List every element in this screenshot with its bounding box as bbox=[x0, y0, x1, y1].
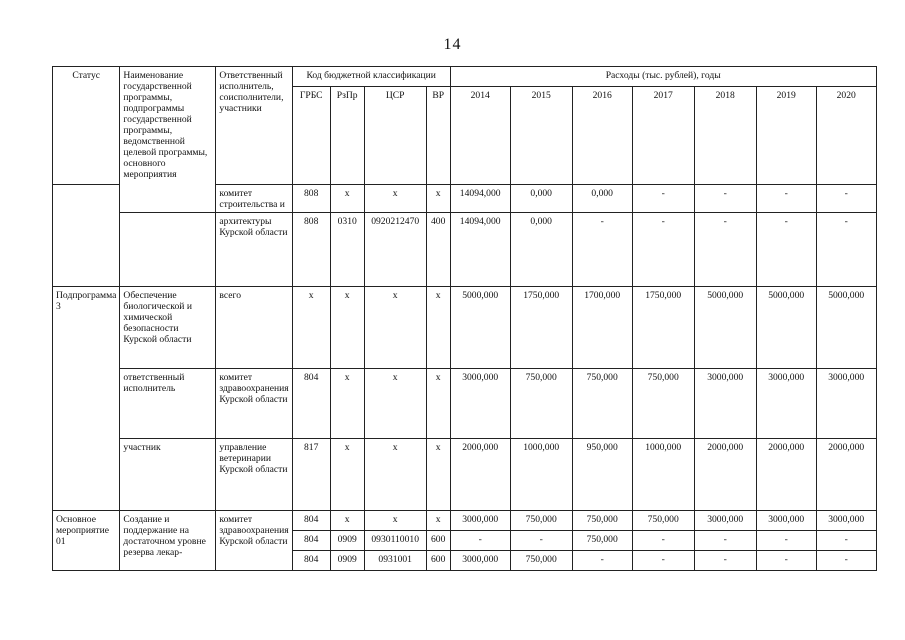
table-row bbox=[53, 369, 877, 439]
cell-value: 3000,000 bbox=[450, 511, 510, 531]
cell-value: 750,000 bbox=[572, 369, 632, 439]
table-row bbox=[53, 213, 877, 287]
cell-value: 750,000 bbox=[510, 551, 572, 571]
cell-rzpr: х bbox=[330, 287, 364, 369]
cell-value: 14094,000 bbox=[450, 213, 510, 287]
cell-value: - bbox=[816, 551, 876, 571]
cell-vr: 600 bbox=[426, 531, 450, 551]
cell-rzpr: х bbox=[330, 185, 364, 213]
cell-value: 2000,000 bbox=[816, 439, 876, 511]
cell-value: 750,000 bbox=[572, 531, 632, 551]
cell-status: Основное мероприятие 01 bbox=[53, 511, 120, 571]
cell-rzpr: 0310 bbox=[330, 213, 364, 287]
cell-csr: х bbox=[364, 287, 426, 369]
cell-value: - bbox=[756, 185, 816, 213]
cell-grbs: 817 bbox=[292, 439, 330, 511]
cell-value: 0,000 bbox=[510, 213, 572, 287]
cell-value: 3000,000 bbox=[816, 511, 876, 531]
cell-grbs: х bbox=[292, 287, 330, 369]
cell-value: 750,000 bbox=[632, 511, 694, 531]
cell-grbs: 804 bbox=[292, 511, 330, 531]
cell-rzpr: х bbox=[330, 511, 364, 531]
cell-rzpr: 0909 bbox=[330, 531, 364, 551]
cell-value: 3000,000 bbox=[450, 551, 510, 571]
cell-value: - bbox=[694, 185, 756, 213]
cell-value: - bbox=[572, 213, 632, 287]
cell-value: 750,000 bbox=[572, 511, 632, 531]
cell-value: - bbox=[694, 213, 756, 287]
header-year: 2014 bbox=[450, 87, 510, 185]
cell-csr: 0930110010 bbox=[364, 531, 426, 551]
cell-value: 14094,000 bbox=[450, 185, 510, 213]
cell-rzpr: х bbox=[330, 439, 364, 511]
cell-value: 5000,000 bbox=[694, 287, 756, 369]
cell-csr: 0920212470 bbox=[364, 213, 426, 287]
page-number: 14 bbox=[443, 36, 462, 53]
header-expenses-group: Расходы (тыс. рублей), годы bbox=[450, 67, 876, 87]
cell-vr: 600 bbox=[426, 551, 450, 571]
cell-name: Создание и поддержание на достаточном уровне резерва лекар- bbox=[120, 511, 216, 571]
cell-value: 1000,000 bbox=[510, 439, 572, 511]
header-year: 2018 bbox=[694, 87, 756, 185]
cell-csr: х bbox=[364, 439, 426, 511]
cell-value: 2000,000 bbox=[694, 439, 756, 511]
cell-value: 950,000 bbox=[572, 439, 632, 511]
header-vr: ВР bbox=[426, 87, 450, 185]
cell-value: 5000,000 bbox=[450, 287, 510, 369]
cell-value: - bbox=[694, 531, 756, 551]
cell-resp: комитет здравоохранения Курской области bbox=[216, 369, 292, 439]
cell-value: - bbox=[816, 531, 876, 551]
cell-grbs: 804 bbox=[292, 369, 330, 439]
cell-value: 750,000 bbox=[510, 369, 572, 439]
header-name: Наименование государственной программы, подпрограммы государственной программы, ведомственной целевой программы, основного мероприятия bbox=[120, 67, 216, 213]
cell-value: 5000,000 bbox=[816, 287, 876, 369]
header-year: 2020 bbox=[816, 87, 876, 185]
table-row bbox=[53, 511, 877, 531]
cell-csr: х bbox=[364, 369, 426, 439]
cell-value: - bbox=[450, 531, 510, 551]
cell-grbs: 804 bbox=[292, 531, 330, 551]
cell-resp: всего bbox=[216, 287, 292, 369]
cell-value: 0,000 bbox=[572, 185, 632, 213]
cell-vr: х bbox=[426, 287, 450, 369]
cell-value: - bbox=[632, 213, 694, 287]
cell-csr: х bbox=[364, 185, 426, 213]
cell-value: 0,000 bbox=[510, 185, 572, 213]
header-year: 2017 bbox=[632, 87, 694, 185]
header-year: 2019 bbox=[756, 87, 816, 185]
header-grbs: ГРБС bbox=[292, 87, 330, 185]
cell-value: - bbox=[572, 551, 632, 571]
cell-value: - bbox=[632, 551, 694, 571]
cell-rzpr: х bbox=[330, 369, 364, 439]
cell-vr: х bbox=[426, 439, 450, 511]
cell-csr: х bbox=[364, 511, 426, 531]
cell-grbs: 808 bbox=[292, 185, 330, 213]
header-year: 2016 bbox=[572, 87, 632, 185]
cell-name: ответственный исполнитель bbox=[120, 369, 216, 439]
header-rzpr: РзПр bbox=[330, 87, 364, 185]
cell-value: 3000,000 bbox=[694, 511, 756, 531]
cell-resp: архитектуры Курской области bbox=[216, 213, 292, 287]
table-row bbox=[53, 439, 877, 511]
cell-value: - bbox=[756, 551, 816, 571]
header-row-1 bbox=[53, 67, 877, 87]
cell-name bbox=[120, 213, 216, 287]
cell-value: 5000,000 bbox=[756, 287, 816, 369]
cell-value: - bbox=[816, 185, 876, 213]
cell-vr: х bbox=[426, 185, 450, 213]
cell-value: - bbox=[632, 531, 694, 551]
cell-value: 1700,000 bbox=[572, 287, 632, 369]
cell-value: - bbox=[756, 531, 816, 551]
cell-value: 1750,000 bbox=[510, 287, 572, 369]
cell-grbs: 804 bbox=[292, 551, 330, 571]
cell-status: Подпрограмма 3 bbox=[53, 287, 120, 511]
table-row bbox=[53, 287, 877, 369]
cell-vr: 400 bbox=[426, 213, 450, 287]
cell-value: - bbox=[632, 185, 694, 213]
header-code-group: Код бюджетной классификации bbox=[292, 67, 450, 87]
budget-table bbox=[52, 66, 877, 571]
cell-value: - bbox=[694, 551, 756, 571]
header-responsible: Ответственный исполнитель, соисполнители, участники bbox=[216, 67, 292, 185]
cell-name: Обеспечение биологической и химической безопасности Курской области bbox=[120, 287, 216, 369]
cell-name: участник bbox=[120, 439, 216, 511]
cell-value: 3000,000 bbox=[816, 369, 876, 439]
cell-value: 3000,000 bbox=[756, 511, 816, 531]
cell-vr: х bbox=[426, 511, 450, 531]
header-year: 2015 bbox=[510, 87, 572, 185]
cell-grbs: 808 bbox=[292, 213, 330, 287]
cell-csr: 0931001 bbox=[364, 551, 426, 571]
cell-value: - bbox=[756, 213, 816, 287]
cell-value: 1750,000 bbox=[632, 287, 694, 369]
cell-resp: управление ветеринарии Курской области bbox=[216, 439, 292, 511]
cell-value: 750,000 bbox=[632, 369, 694, 439]
cell-rzpr: 0909 bbox=[330, 551, 364, 571]
cell-value: 2000,000 bbox=[756, 439, 816, 511]
cell-value: 1000,000 bbox=[632, 439, 694, 511]
cell-value: 750,000 bbox=[510, 511, 572, 531]
header-status: Статус bbox=[53, 67, 120, 185]
header-csr: ЦСР bbox=[364, 87, 426, 185]
cell-resp: комитет строительства и bbox=[216, 185, 292, 213]
cell-status bbox=[53, 185, 120, 287]
cell-value: 3000,000 bbox=[694, 369, 756, 439]
cell-resp: комитет здравоохранения Курской области bbox=[216, 511, 292, 571]
cell-value: - bbox=[510, 531, 572, 551]
cell-value: 3000,000 bbox=[756, 369, 816, 439]
cell-value: 3000,000 bbox=[450, 369, 510, 439]
cell-value: 2000,000 bbox=[450, 439, 510, 511]
cell-vr: х bbox=[426, 369, 450, 439]
cell-value: - bbox=[816, 213, 876, 287]
